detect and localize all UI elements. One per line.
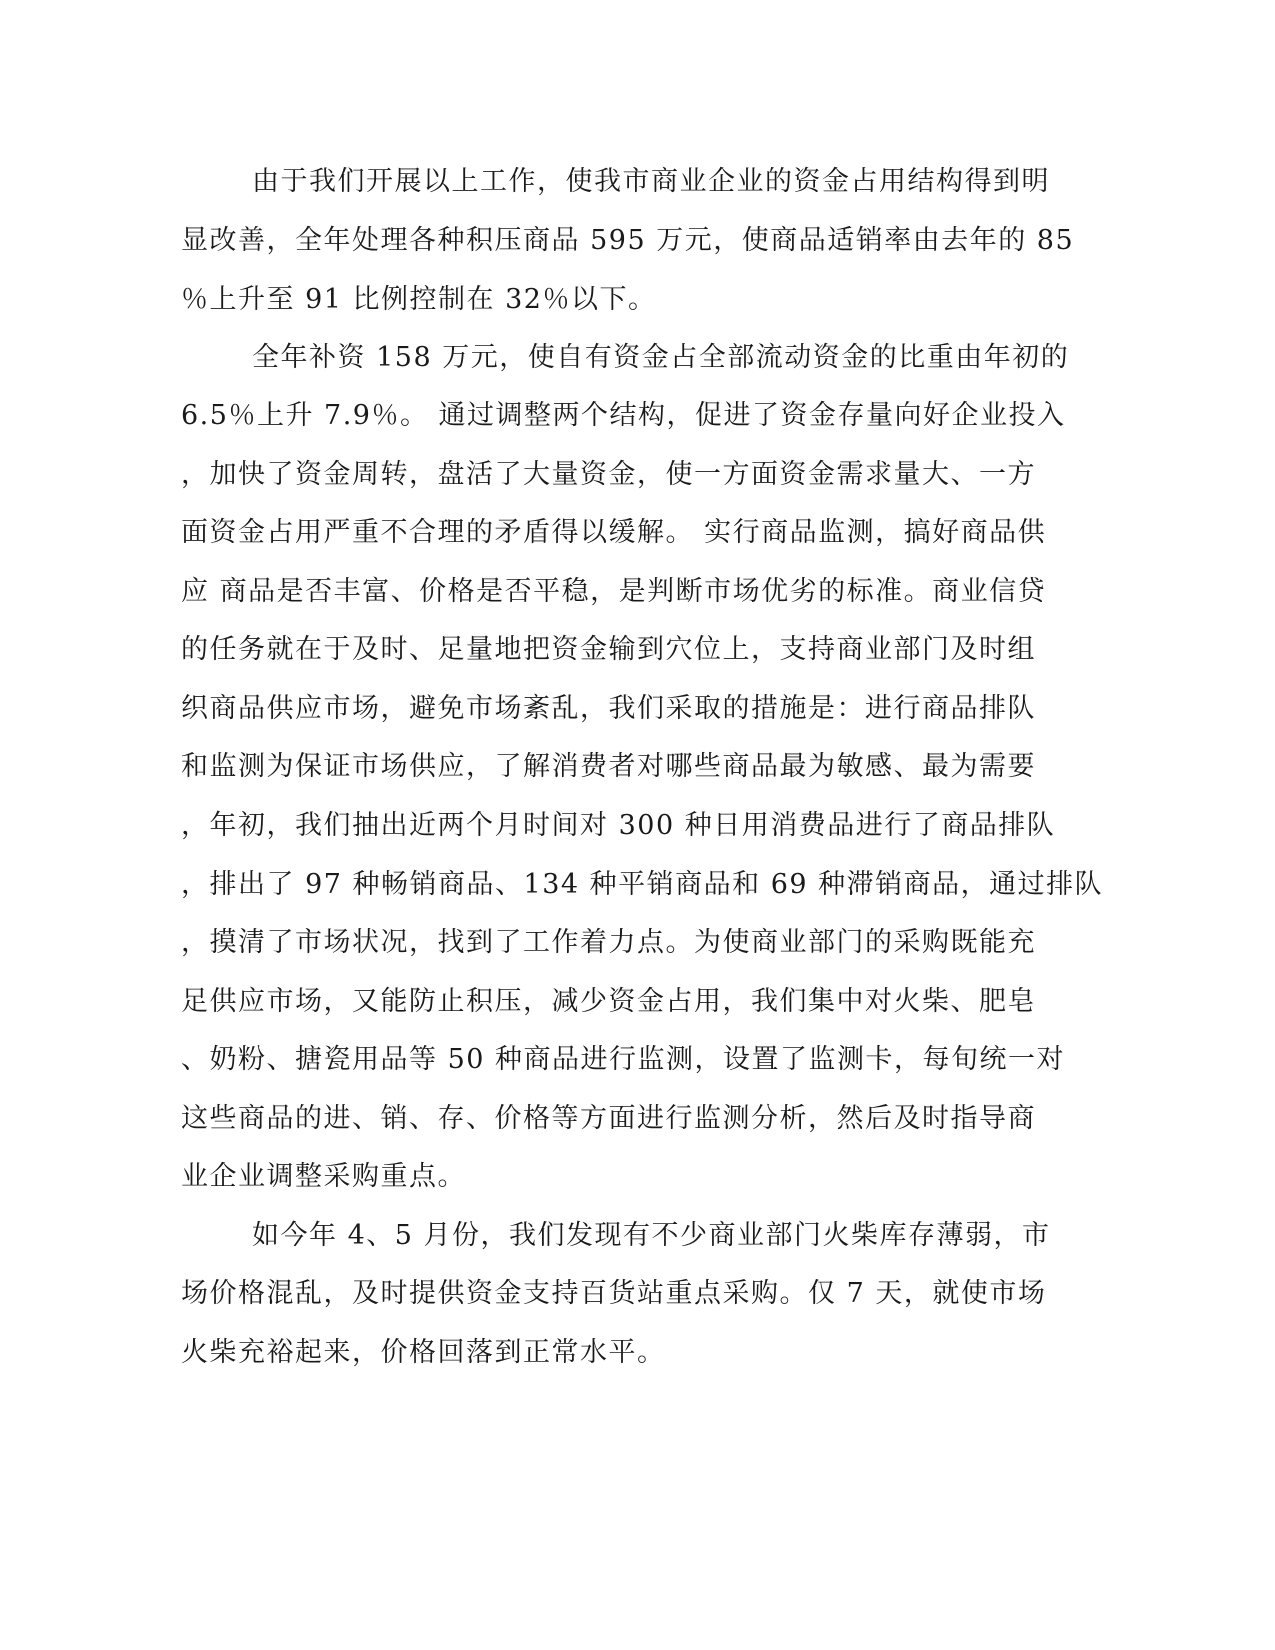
text-line: 足供应市场，又能防止积压，减少资金占用，我们集中对火柴、肥皂: [181, 986, 1036, 1017]
text-line: 的任务就在于及时、足量地把资金输到穴位上，支持商业部门及时组: [181, 634, 1036, 665]
text-line: ，排出了 97 种畅销商品、134 种平销商品和 69 种滞销商品，通过排队: [181, 869, 1104, 900]
text-line: 火柴充裕起来，价格回落到正常水平。: [181, 1337, 666, 1368]
text-line: 6.5％上升 7.9％。 通过调整两个结构，促进了资金存量向好企业投入: [181, 400, 1066, 431]
text-line: 显改善，全年处理各种积压商品 595 万元，使商品适销率由去年的 85: [181, 225, 1075, 256]
text-line: 应 商品是否丰富、价格是否平稳，是判断市场优劣的标准。商业信贷: [181, 576, 1047, 607]
text-line: 这些商品的进、销、存、价格等方面进行监测分析，然后及时指导商: [181, 1103, 1036, 1134]
text-line: ，年初，我们抽出近两个月时间对 300 种日用消费品进行了商品排队: [181, 810, 1056, 841]
text-line: 如今年 4、5 月份，我们发现有不少商业部门火柴库存薄弱，市: [252, 1220, 1051, 1251]
text-line: ，加快了资金周转，盘活了大量资金，使一方面资金需求量大、一方: [181, 459, 1036, 490]
text-line: 、奶粉、搪瓷用品等 50 种商品进行监测，设置了监测卡，每旬统一对: [181, 1044, 1066, 1075]
text-line: 和监测为保证市场供应，了解消费者对哪些商品最为敏感、最为需要: [181, 751, 1036, 782]
text-line: 全年补资 158 万元，使自有资金占全部流动资金的比重由年初的: [252, 342, 1070, 373]
text-line: 面资金占用严重不合理的矛盾得以缓解。 实行商品监测，搞好商品供: [181, 517, 1047, 548]
text-line: ％上升至 91 比例控制在 32％以下。: [181, 284, 657, 315]
text-line: 场价格混乱，及时提供资金支持百货站重点采购。仅 7 天，就使市场: [181, 1278, 1047, 1309]
text-line: 由于我们开展以上工作，使我市商业企业的资金占用结构得到明: [252, 166, 1050, 197]
text-line: 业企业调整采购重点。: [181, 1161, 466, 1192]
text-line: 织商品供应市场，避免市场紊乱，我们采取的措施是：进行商品排队: [181, 693, 1036, 724]
text-line: ，摸清了市场状况，找到了工作着力点。为使商业部门的采购既能充: [181, 927, 1036, 958]
